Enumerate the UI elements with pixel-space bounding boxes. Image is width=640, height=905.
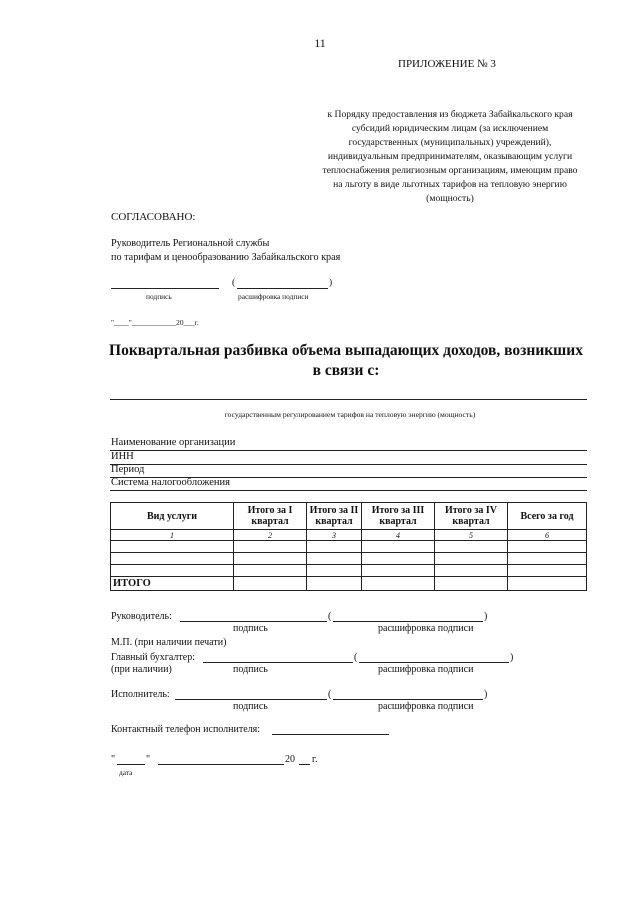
table-cell[interactable] (307, 565, 362, 577)
order-line: государственных (муниципальных) учреждений), (348, 137, 552, 148)
accountant-signature-caption: подпись (233, 664, 268, 675)
field-inn-line[interactable] (110, 464, 587, 465)
table-cell[interactable] (234, 565, 307, 577)
head-label: Руководитель: (111, 611, 172, 622)
table-cell[interactable] (435, 553, 508, 565)
phone-line[interactable] (272, 734, 389, 735)
phone-label: Контактный телефон исполнителя: (111, 724, 261, 735)
table-cell[interactable] (435, 565, 508, 577)
appendix-label: ПРИЛОЖЕНИЕ № 3 (398, 58, 496, 70)
table-index-row (111, 530, 587, 541)
table-cell[interactable] (508, 577, 587, 591)
accountant-paren-close: ) (510, 652, 514, 663)
column-header: Итого за IV квартал (435, 503, 508, 530)
accountant-note: (при наличии) (111, 664, 172, 675)
table-cell[interactable] (362, 553, 435, 565)
approval-heading: СОГЛАСОВАНО: (111, 211, 196, 223)
approval-decode-caption: расшифровка подписи (238, 292, 309, 301)
accountant-paren-open: ( (354, 652, 358, 663)
index-cell: 2 (234, 530, 307, 541)
column-header: Итого за I квартал (234, 503, 307, 530)
executor-decode-caption: расшифровка подписи (378, 701, 474, 712)
order-line: теплоснабжения религиозным организациям, имеющим право (322, 165, 578, 176)
approval-date: "____"____________20___г. (111, 318, 199, 327)
column-header: Итого за II квартал (307, 503, 362, 530)
date-year-line[interactable] (299, 764, 310, 765)
executor-signature-caption: подпись (233, 701, 268, 712)
approval-paren-open: ( (232, 278, 236, 288)
table-total-row (111, 577, 587, 591)
order-line: субсидий юридическим лицам (за исключением (351, 123, 549, 134)
date-day-line[interactable] (117, 764, 145, 765)
seal-note: М.П. (при наличии печати) (111, 637, 227, 648)
head-decode-caption: расшифровка подписи (378, 623, 474, 634)
table-cell[interactable] (111, 553, 234, 565)
revenue-table (110, 502, 587, 591)
accountant-signature-line[interactable] (203, 662, 353, 663)
order-line: (мощность) (426, 193, 474, 204)
index-cell: 6 (508, 530, 587, 541)
index-cell: 3 (307, 530, 362, 541)
table-row (111, 553, 587, 565)
table-cell[interactable] (307, 553, 362, 565)
field-period: Период (111, 464, 145, 475)
executor-label: Исполнитель: (111, 689, 170, 700)
page-number: 11 (314, 36, 326, 50)
approval-decode-line[interactable] (237, 288, 328, 289)
date-caption: дата (119, 768, 133, 777)
order-line: индивидуальным предпринимателям, оказывающим услуги (327, 151, 573, 162)
head-signature-line[interactable] (180, 621, 327, 622)
field-organization: Наименование организации (111, 437, 236, 448)
head-decode-line[interactable] (333, 621, 483, 622)
field-tax-system-line[interactable] (110, 490, 587, 491)
total-label: ИТОГО (111, 577, 234, 591)
executor-signature-line[interactable] (175, 699, 327, 700)
index-cell: 4 (362, 530, 435, 541)
table-cell[interactable] (362, 577, 435, 591)
table-cell[interactable] (362, 541, 435, 553)
order-line: на льготу в виде льготных тарифов на тепловую энергию (333, 179, 567, 190)
table-cell[interactable] (111, 565, 234, 577)
approval-signature-line[interactable] (111, 288, 219, 289)
accountant-decode-caption: расшифровка подписи (378, 664, 474, 675)
order-reference (300, 108, 600, 206)
column-header: Вид услуги (111, 503, 234, 530)
approver-position-line2: по тарифам и ценообразованию Забайкальского края (111, 252, 341, 263)
accountant-label: Главный бухгалтер: (111, 652, 196, 663)
table-header-row (111, 503, 587, 530)
index-cell: 5 (435, 530, 508, 541)
field-inn: ИНН (111, 451, 134, 462)
title-line: в связи с: (312, 362, 380, 379)
table-cell[interactable] (362, 565, 435, 577)
reason-caption: государственным регулированием тарифов на тепловую энергию (мощность) (224, 410, 476, 419)
date-quote-mid: " (146, 754, 151, 765)
table-cell[interactable] (234, 553, 307, 565)
executor-paren-close: ) (484, 689, 488, 700)
table-cell[interactable] (111, 541, 234, 553)
date-year-prefix: 20 (285, 754, 295, 765)
table-cell[interactable] (435, 541, 508, 553)
approval-signature-caption: подпись (146, 292, 172, 301)
table-cell[interactable] (508, 541, 587, 553)
field-tax-system: Система налогообложения (111, 477, 230, 488)
table-cell[interactable] (508, 553, 587, 565)
document-title (96, 341, 596, 381)
table-cell[interactable] (307, 541, 362, 553)
table-cell[interactable] (234, 577, 307, 591)
executor-paren-open: ( (328, 689, 332, 700)
approval-paren-close: ) (329, 278, 333, 288)
order-line: к Порядку предоставления из бюджета Забайкальского края (327, 109, 573, 120)
table-row (111, 541, 587, 553)
executor-decode-line[interactable] (333, 699, 483, 700)
field-organization-line[interactable] (110, 450, 587, 451)
column-header: Всего за год (508, 503, 587, 530)
approver-position-line1: Руководитель Региональной службы (111, 238, 270, 249)
head-signature-caption: подпись (233, 623, 268, 634)
table-row (111, 565, 587, 577)
date-year-suffix: г. (312, 754, 318, 765)
table-cell[interactable] (508, 565, 587, 577)
head-paren-open: ( (328, 611, 332, 622)
column-header: Итого за III квартал (362, 503, 435, 530)
accountant-decode-line[interactable] (359, 662, 509, 663)
table-cell[interactable] (435, 577, 508, 591)
table-cell[interactable] (234, 541, 307, 553)
title-line: Поквартальная разбивка объема выпадающих доходов, возникших (109, 342, 583, 359)
date-quote-open: " (111, 754, 116, 765)
head-paren-close: ) (484, 611, 488, 622)
date-month-line[interactable] (158, 764, 284, 765)
table-cell[interactable] (307, 577, 362, 591)
index-cell: 1 (111, 530, 234, 541)
reason-line[interactable] (110, 399, 587, 400)
